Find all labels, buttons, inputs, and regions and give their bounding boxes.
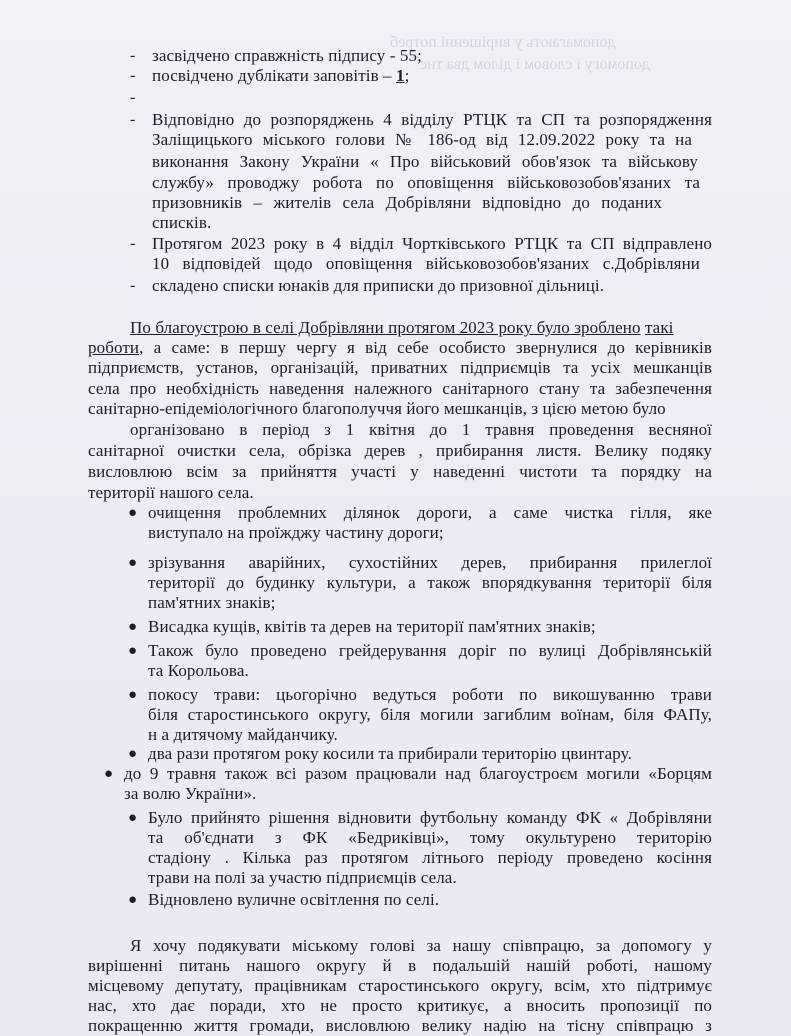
round-bullet-icon: ● bbox=[128, 810, 138, 826]
list-item-continuation: службу» проводжу робота по оповіщення військовозобов'язаних та bbox=[152, 173, 700, 192]
paragraph-line: території нашого села. bbox=[88, 483, 254, 502]
round-bullet-icon: ● bbox=[128, 619, 138, 635]
list-item: засвідчено справжність підпису - 55; bbox=[152, 46, 422, 65]
paragraph-line: підприємств, установ, організацій, приватних підприємців та усіх мешканців bbox=[88, 358, 712, 377]
round-bullet-icon: ● bbox=[128, 643, 138, 659]
list-item-continuation: виконання Закону України « Про військовий обов'язок та військову bbox=[152, 152, 698, 171]
bullet-item-continuation: території до будинку культури, а також впорядкування території біля bbox=[148, 573, 712, 592]
bullet-item: зрізування аварійних, сухостійних дерев, прибирання прилеглої bbox=[148, 553, 712, 572]
dash-marker-icon: - bbox=[130, 47, 136, 64]
section-heading-word: такі bbox=[644, 318, 674, 337]
duplicates-count: 1 bbox=[396, 66, 405, 85]
paragraph-line: вирішенні питань нашого округу й в подальшій нашій роботі, нашому bbox=[88, 956, 712, 975]
bullet-item: два рази протягом року косили та прибирали територію цвинтару. bbox=[148, 744, 632, 763]
section-heading: По благоустрою в селі Добрівляни протягом 2023 року було зроблено bbox=[130, 318, 641, 337]
list-item-continuation: Заліщицького міського голови № 186-од від 12.09.2022 року та на bbox=[152, 130, 692, 149]
paragraph-first-line bbox=[130, 318, 674, 338]
paragraph-line: покращенню життя громади, висловлюю велику надію на тісну співпрацю з bbox=[88, 1016, 712, 1035]
round-bullet-icon: ● bbox=[128, 892, 138, 908]
dash-marker-icon: - bbox=[130, 277, 136, 294]
duplicates-suffix: ; bbox=[404, 66, 410, 85]
round-bullet-icon: ● bbox=[128, 746, 138, 762]
bullet-item: Також було проведено грейдерування доріг по вулиці Добрівлянській bbox=[148, 641, 712, 660]
paragraph-line: села про необхідність наведення належного санітарного стану та забезпечення bbox=[88, 379, 712, 398]
bullet-item-continuation: пам'ятних знаків; bbox=[148, 593, 276, 612]
bullet-item: Було прийнято рішення відновити футбольну команду ФК « Добрівляни bbox=[148, 808, 712, 827]
list-item-continuation: 10 відповідей щодо оповіщення військовозобов'язаних с.Добрівляни bbox=[152, 254, 700, 273]
paragraph-line: Я хочу подякувати міському голові за нашу співпрацю, за допомогу у bbox=[130, 936, 712, 955]
paragraph-line: місцевому депутату, працівникам старостинського округу, всім, хто підтримує bbox=[88, 976, 712, 995]
paragraph-text: , а саме: в першу чергу я від себе особисто звернулися до керівників bbox=[139, 338, 712, 357]
dash-marker-icon: - bbox=[130, 111, 136, 128]
bleed-through-line: допомогу і словом і ділом два тис bbox=[420, 56, 650, 73]
list-item: Протягом 2023 року в 4 відділ Чортківського РТЦК та СП відправлено bbox=[152, 234, 712, 253]
round-bullet-icon: ● bbox=[128, 555, 138, 571]
paragraph-line: організовано в період з 1 квітня до 1 травня проведення весняної bbox=[130, 420, 712, 439]
paragraph-line: санітарно-епідеміологічного благополуччя його мешканців, з цією метою було bbox=[88, 399, 666, 418]
bullet-item-continuation: стадіону . Кілька раз протягом літнього періоду проведено косіння bbox=[148, 848, 712, 867]
round-bullet-icon: ● bbox=[128, 687, 138, 703]
list-item bbox=[152, 66, 409, 86]
bullet-item-continuation: трави на полі за участю підприємців села. bbox=[148, 868, 457, 887]
list-item-continuation: призовників – жителів села Добрівляни відповідно до поданих bbox=[152, 193, 662, 212]
bullet-item-continuation: н а дитячому майданчику. bbox=[148, 725, 338, 744]
dash-marker-icon: - bbox=[130, 235, 136, 252]
bullet-item-continuation: та об'єднати з ФК «Бедриківці», тому окультурено територію bbox=[148, 828, 712, 847]
list-item: Відповідно до розпоряджень 4 відділу РТЦК та СП та розпорядження bbox=[152, 110, 712, 129]
bullet-item-continuation: та Корольова. bbox=[148, 661, 249, 680]
paragraph-line: висловлюю всім за прийняття участі у наведенні чистоти та порядку на bbox=[88, 462, 712, 481]
round-bullet-icon: ● bbox=[128, 505, 138, 521]
dash-marker-icon: - bbox=[130, 89, 136, 106]
paragraph-line: нас, хто дає поради, хто не просто критикує, а вносить пропозиції по bbox=[88, 996, 712, 1015]
paragraph-line: санітарної очистки села, обрізка дерев , прибирання листя. Велику подяку bbox=[88, 441, 712, 460]
bullet-item-continuation: біля старостинського округу, біля могили загиблим воїнам, біля ФАПу, bbox=[148, 705, 712, 724]
bullet-item: Висадка кущів, квітів та дерев на території пам'ятних знаків; bbox=[148, 617, 596, 636]
bullet-item: покосу трави: цьогорічно ведуться роботи по викошуванню трави bbox=[148, 685, 712, 704]
bullet-item-continuation: виступало на проїжджу частину дороги; bbox=[148, 523, 444, 542]
list-item-continuation: списків. bbox=[152, 213, 212, 232]
dash-marker-icon: - bbox=[130, 67, 136, 84]
bullet-item: до 9 травня також всі разом працювали над благоустроєм могили «Борцям bbox=[124, 764, 712, 783]
duplicates-label: посвідчено дублікати заповітів – bbox=[152, 66, 397, 85]
section-heading-word: роботи bbox=[88, 338, 140, 357]
round-bullet-icon: ● bbox=[104, 766, 114, 782]
paragraph-line bbox=[88, 338, 712, 358]
bullet-item-continuation: за волю України». bbox=[124, 784, 257, 803]
bleed-through-line: допомагають у вирішенні потреб bbox=[390, 34, 616, 51]
bullet-item: очищення проблемних ділянок дороги, а саме чистка гілля, яке bbox=[148, 503, 712, 522]
list-item: складено списки юнаків для приписки до призовної дільниці. bbox=[152, 276, 605, 295]
bullet-item: Відновлено вуличне освітлення по селі. bbox=[148, 890, 440, 909]
